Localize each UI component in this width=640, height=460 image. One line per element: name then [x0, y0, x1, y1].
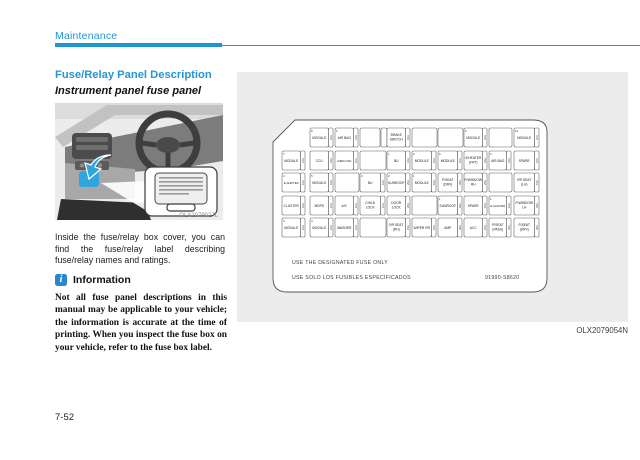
fuse-label: MODULE [312, 135, 327, 140]
fuse-label: DOOR [391, 201, 402, 206]
fuse-cell [438, 173, 462, 192]
fuse-label: CHILD [365, 201, 376, 206]
fuse-rating: 10A [329, 180, 333, 185]
fuse-label: RR SEAT [517, 178, 532, 183]
fuse-label: MODULE [284, 225, 299, 230]
fuse-cell [282, 173, 305, 192]
fuse-number: 9 [465, 128, 467, 133]
fuse-label: SPARE [518, 158, 530, 163]
fuse-number: 2 [490, 151, 492, 156]
fuse-label: P/SEAT [518, 223, 530, 228]
fuse-cell [438, 196, 462, 215]
fuse-rating: 10A [381, 180, 385, 185]
note-line-1: USE THE DESIGNATED FUSE ONLY [292, 260, 389, 266]
fuse-label: E-SHIFTER [490, 203, 506, 208]
fuse-rating: 15A [507, 158, 511, 163]
fuse-cell [310, 151, 333, 170]
fuse-label: SUNROOF [388, 180, 405, 185]
fuse-rating: 10A [432, 180, 436, 185]
fuse-rating: 25A [458, 180, 462, 185]
fuse-rating: 10A [301, 203, 305, 208]
fuse-label: P/SEAT [442, 178, 454, 183]
fuse-cell [310, 173, 333, 192]
fuse-rating: 10A [329, 135, 333, 140]
illustration-code: OLX2079027L [179, 213, 218, 219]
fuse-label: AIR BAG [491, 158, 505, 163]
fuse-rating: 10A [483, 203, 487, 208]
fuse-number: 1 [413, 173, 415, 178]
information-text: Not all fuse panel descriptions in this manual may be applicable to your vehicle; the information is accurate at the time of printing. When you inspect the fuse box on your vehicle, refer to the fuse box label. [55, 293, 227, 353]
fuse-rating: 10A [329, 225, 333, 230]
fuse-label: LOCK [391, 205, 401, 210]
fuse-cell [360, 151, 386, 170]
fuse-rating: 15A [354, 135, 358, 140]
fuse-cell [335, 218, 358, 237]
fuse-label: P/SEAT [492, 223, 504, 228]
body-paragraph: Inside the fuse/relay box cover, you can find the fuse/relay label describing fuse/relay names and ratings. [55, 232, 225, 266]
fuse-cell [489, 151, 511, 170]
fuse-cell [387, 173, 410, 192]
fuse-number: 2 [388, 173, 390, 178]
fuse-cell [489, 173, 512, 192]
fuse-label: MODULE [517, 135, 532, 140]
fuse-rating: 10A [458, 158, 462, 163]
fuse-cell [412, 218, 436, 237]
fuse-cell [464, 128, 487, 147]
fuse-rating: 10A [483, 135, 487, 140]
fuse-diagram-image [237, 72, 628, 322]
fuse-rating: 10A [301, 180, 305, 185]
fuse-cell [282, 151, 305, 170]
fuse-number: 6 [439, 151, 441, 156]
fuse-cell [412, 196, 437, 215]
fuse-cell [464, 218, 487, 237]
fuse-number: 2 [413, 151, 415, 156]
fuse-cell [360, 196, 385, 215]
fuse-number: 10 [515, 128, 519, 133]
page-subtitle: Instrument panel fuse panel [55, 85, 202, 97]
fuse-label: WASHER [337, 225, 352, 230]
fuse-label: BU [393, 158, 399, 163]
fuse-cell [489, 218, 511, 237]
fuse-label: (FRT) [468, 160, 478, 165]
fuse-cell [489, 196, 511, 215]
fuse-rating: 20A [458, 203, 462, 208]
fuse-label: MODULE [466, 135, 481, 140]
note-line-2: USE SOLO LOS FUSIBLES ESPECIFICADOS [292, 275, 411, 281]
fuse-cell [387, 128, 410, 147]
fuse-label: MDPS [314, 203, 325, 208]
section-underline-thin [222, 45, 640, 46]
fuse-cell [514, 173, 539, 192]
fuse-rating: 10A [507, 203, 511, 208]
fuse-number: 2 [361, 173, 363, 178]
fuse-cover-inset [145, 167, 217, 216]
fuse-rating: 10A [301, 158, 305, 163]
fuse-rating: 10A [406, 158, 410, 163]
fuse-cell [514, 151, 539, 170]
fuse-number: 2 [283, 173, 285, 178]
fuse-number: 8 [311, 128, 313, 133]
fuse-rating: 15A [354, 225, 358, 230]
fuse-cell [381, 128, 387, 147]
fuse-label: MODULE [312, 180, 327, 185]
fuse-cell [387, 196, 410, 215]
fuse-panel-diagram [237, 72, 628, 322]
fuse-label: BRAKE [390, 133, 402, 138]
section-underline-thick [55, 43, 222, 47]
fuse-label: MODULE [284, 158, 299, 163]
fuse-number: 4 [311, 218, 313, 223]
fuse-rating: 10A [432, 158, 436, 163]
fuse-cell [464, 196, 487, 215]
fuse-label: SUNROOF [439, 203, 456, 208]
fuse-label: MODULE [414, 180, 429, 185]
page-number: 7-52 [55, 412, 75, 423]
fuse-rating: 15A [406, 225, 410, 230]
fuse-rating: 20A [406, 180, 410, 185]
fuse-label: ACC [469, 225, 477, 230]
fuse-cell [335, 128, 358, 147]
cover-handle [167, 204, 195, 211]
fuse-cell [310, 196, 333, 215]
fuse-rating: 15A [535, 180, 539, 185]
fuse-label: CCU [315, 158, 323, 163]
fuse-cell [310, 128, 333, 147]
fuse-label: (LH) [521, 182, 528, 187]
fuse-label: (RH) [392, 227, 400, 232]
fuse-number: 7 [283, 151, 285, 156]
fuse-rating: 25A [507, 225, 511, 230]
fuse-label: A/BAG IND [337, 158, 352, 163]
fuse-label: (PASS) [492, 227, 504, 232]
fuse-rating: 25A [329, 158, 333, 163]
fuse-label: (DRV) [443, 182, 453, 187]
fuse-number: 1 [490, 196, 492, 201]
fuse-cell [514, 196, 539, 215]
fuse-rating: 20A [483, 158, 487, 163]
part-number: 91990-S8620 [485, 275, 520, 281]
fuse-cell [360, 173, 385, 192]
fuse-label: AIR BAG [337, 135, 351, 140]
fuse-rating: 10A [354, 158, 358, 163]
fuse-cell [412, 151, 436, 170]
fuse-rating: 25A [535, 225, 539, 230]
fuse-cell [514, 218, 539, 237]
fuse-cell [387, 218, 410, 237]
fuse-number: 1 [388, 151, 390, 156]
fuse-label: BU [367, 180, 373, 185]
diagram-image-code: OLX2079054N [576, 326, 628, 335]
fuse-cell [438, 218, 462, 237]
fuse-label: E-SHIFTER [283, 180, 299, 185]
page-title: Fuse/Relay Panel Description [55, 69, 212, 81]
fuse-label: CLUSTER [283, 203, 299, 208]
fuse-rating: 10A [381, 203, 385, 208]
fuse-label: AMP [444, 225, 452, 230]
fuse-label: S/HEATER [465, 156, 482, 161]
fuse-label: LH [522, 205, 527, 210]
fuse-cell [489, 128, 512, 147]
fuse-number: 1 [439, 196, 441, 201]
fuse-cell [412, 173, 436, 192]
fuse-label: MODULE [312, 225, 327, 230]
information-header [55, 274, 225, 286]
fuse-cell [464, 151, 487, 170]
fuse-label: LOCK [365, 205, 375, 210]
fuse-label: MODULE [440, 158, 455, 163]
fuse-label: RR SEAT [389, 223, 404, 228]
fuse-rating: 10A [301, 225, 305, 230]
fuse-cell [412, 128, 437, 147]
fuse-label: RH [470, 182, 476, 187]
section-header: Maintenance [55, 30, 118, 42]
fuse-rating: 10A [483, 225, 487, 230]
fuse-rating: 10A [406, 135, 410, 140]
fuse-rating: 10A [329, 203, 333, 208]
fuse-cell [438, 151, 462, 170]
fuse-label: WIPER RR [413, 225, 430, 230]
fuse-label: (DRV) [519, 227, 529, 232]
fuse-cell [335, 151, 358, 170]
fuse-label: P/WINDOW [515, 201, 534, 206]
fuse-cell [360, 128, 380, 147]
fuse-cell [514, 128, 539, 147]
fuse-rating: 10A [535, 158, 539, 163]
fuse-label: MODULE [414, 158, 429, 163]
fuse-cell [335, 196, 358, 215]
fuse-label: SPARE [467, 203, 479, 208]
fuse-rating: 10A [354, 203, 358, 208]
fuse-cell [282, 218, 305, 237]
fuse-cell [360, 218, 386, 237]
fuse-rating: 25A [535, 203, 539, 208]
fuse-label: SWITCH [389, 137, 403, 142]
fuse-cell [438, 128, 463, 147]
fuse-cell [335, 173, 359, 192]
fuse-cell [464, 173, 487, 192]
fuse-rating: 30A [458, 225, 462, 230]
fuse-number: 5 [311, 173, 313, 178]
dashboard-illustration [55, 103, 223, 220]
fuse-rating: 15A [432, 225, 436, 230]
fuse-number: 1 [336, 128, 338, 133]
fuse-rating: 10A [535, 135, 539, 140]
fuse-cell [387, 151, 410, 170]
fuse-cell [282, 196, 305, 215]
fuse-rating: 25A [483, 180, 487, 185]
fuse-number: 3 [283, 218, 285, 223]
information-title: Information [73, 274, 131, 286]
fuse-cell [310, 218, 333, 237]
fuse-rating: 20A [406, 203, 410, 208]
fuse-label: A/C [341, 203, 347, 208]
fuse-label: P/WINDOW [464, 178, 483, 183]
information-icon: i [55, 274, 67, 286]
